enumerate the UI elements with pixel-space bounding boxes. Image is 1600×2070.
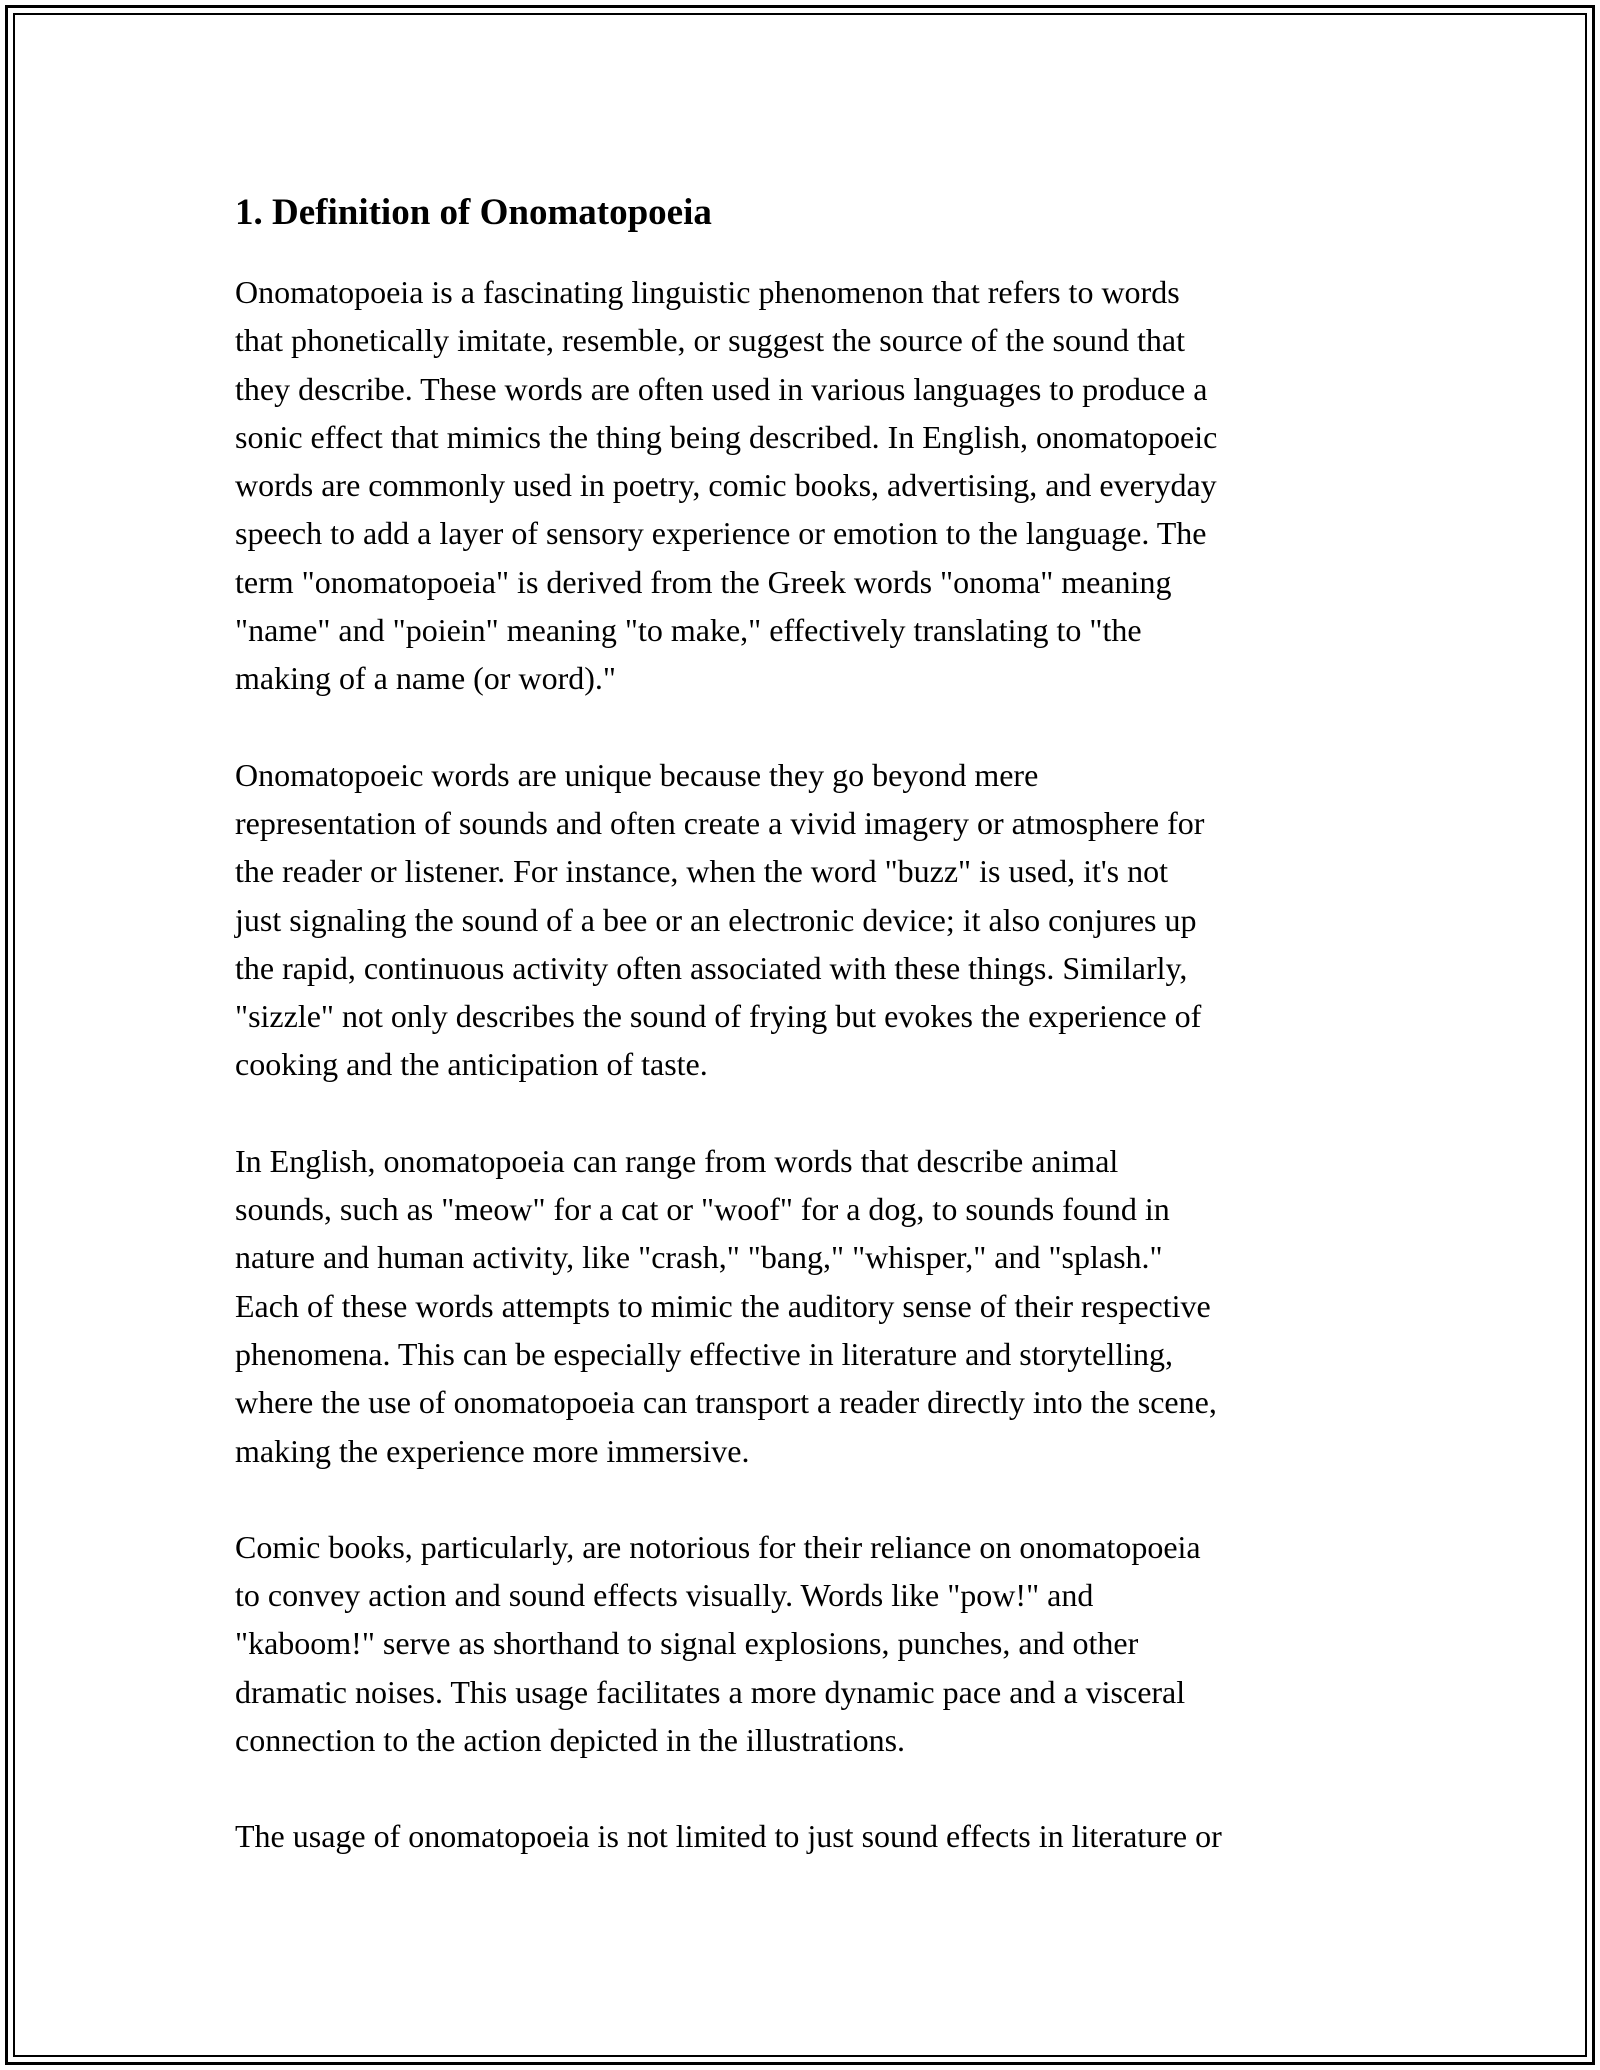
paragraph-line: dramatic noises. This usage facilitates a more dynamic pace and a visceral xyxy=(235,1673,1186,1710)
paragraph-line: sonic effect that mimics the thing being described. In English, onomatopoeic xyxy=(235,418,1218,455)
paragraph-4 xyxy=(235,1523,1375,1764)
paragraph-line: sounds, such as "meow" for a cat or "woof" for a dog, to sounds found in xyxy=(235,1191,1170,1228)
paragraph-line: representation of sounds and often create a vivid imagery or atmosphere for xyxy=(235,804,1205,841)
section-heading: 1. Definition of Onomatopoeia xyxy=(235,192,712,233)
paragraph-line: the reader or listener. For instance, when the word "buzz" is used, it's not xyxy=(235,853,1168,890)
paragraph-line: connection to the action depicted in the illustrations. xyxy=(235,1722,906,1759)
paragraph-line: "name" and "poiein" meaning "to make," effectively translating to "the xyxy=(235,612,1142,649)
paragraph-line: that phonetically imitate, resemble, or suggest the source of the sound that xyxy=(235,322,1185,359)
paragraph-line: phenomena. This can be especially effective in literature and storytelling, xyxy=(235,1335,1174,1372)
paragraph-line: making the experience more immersive. xyxy=(235,1432,750,1469)
paragraph-3 xyxy=(235,1137,1375,1475)
paragraph-line: nature and human activity, like "crash," "bang," "whisper," and "splash." xyxy=(235,1239,1163,1276)
paragraph-line: term "onomatopoeia" is derived from the Greek words "onoma" meaning xyxy=(235,563,1172,600)
paragraph-line: just signaling the sound of a bee or an electronic device; it also conjures up xyxy=(235,901,1197,938)
paragraph-line: Each of these words attempts to mimic the auditory sense of their respective xyxy=(235,1287,1211,1324)
paragraph-line: Comic books, particularly, are notorious for their reliance on onomatopoeia xyxy=(235,1528,1201,1565)
paragraph-line: The usage of onomatopoeia is not limited to just sound effects in literature or xyxy=(235,1818,1222,1855)
paragraph-line: cooking and the anticipation of taste. xyxy=(235,1046,708,1083)
paragraph-line: they describe. These words are often used in various languages to produce a xyxy=(235,370,1208,407)
document-body xyxy=(235,186,1375,1909)
paragraph-line: words are commonly used in poetry, comic books, advertising, and everyday xyxy=(235,467,1217,504)
paragraph-line: to convey action and sound effects visually. Words like "pow!" and xyxy=(235,1577,1094,1614)
paragraph-line: speech to add a layer of sensory experience or emotion to the language. The xyxy=(235,515,1207,552)
paragraph-line: making of a name (or word)." xyxy=(235,660,616,697)
paragraph-line: where the use of onomatopoeia can transport a reader directly into the scene, xyxy=(235,1384,1217,1421)
paragraph-5 xyxy=(235,1812,1375,1860)
paragraph-line: In English, onomatopoeia can range from words that describe animal xyxy=(235,1142,1119,1179)
paragraph-2 xyxy=(235,751,1375,1089)
paragraph-line: Onomatopoeic words are unique because they go beyond mere xyxy=(235,756,1039,793)
paragraph-line: Onomatopoeia is a fascinating linguistic phenomenon that refers to words xyxy=(235,274,1180,310)
paragraph-line: the rapid, continuous activity often associated with these things. Similarly, xyxy=(235,949,1188,986)
paragraph-1 xyxy=(235,268,1375,703)
paragraph-line: "sizzle" not only describes the sound of frying but evokes the experience of xyxy=(235,998,1202,1035)
paragraph-line: "kaboom!" serve as shorthand to signal explosions, punches, and other xyxy=(235,1625,1139,1662)
